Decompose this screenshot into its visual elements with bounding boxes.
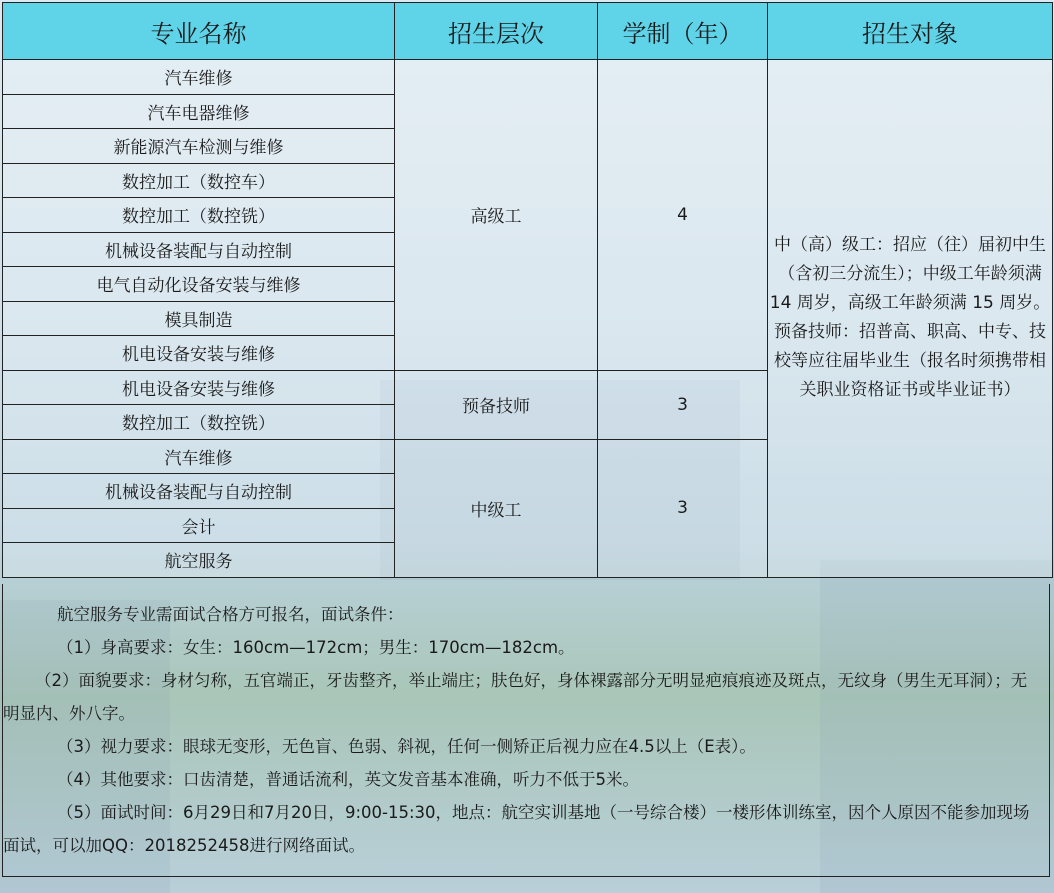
major-cell: 汽车维修 [3,439,395,474]
years-cell: 3 [598,370,768,439]
major-cell: 数控加工（数控车） [3,163,395,198]
header-target: 招生对象 [768,3,1053,60]
note-item-other: （4）其他要求：口齿清楚，普通话流利，英文发音基本准确，听力不低于5米。 [57,770,639,789]
note-item-schedule: （5）面试时间：6月29日和7月20日，9:00-15:30，地点：航空实训基地（一号综合楼）一楼形体训练室，因个人原因不能参加现场面试，可以加QQ：2018252458进行网络面试。 [3,803,1030,855]
note-item-vision: （3）视力要求：眼球无变形，无色盲、色弱、斜视，任何一侧矫正后视力应在4.5以上（E表）。 [57,737,756,756]
interview-notes [2,584,1050,877]
header-years: 学制（年） [598,3,768,60]
years-cell: 3 [598,439,768,577]
level-cell: 预备技师 [395,370,598,439]
level-cell: 高级工 [395,60,598,371]
level-cell: 中级工 [395,439,598,577]
major-cell: 机械设备装配与自动控制 [3,474,395,509]
years-cell: 4 [598,60,768,371]
notes-intro: 航空服务专业需面试合格方可报名，面试条件： [57,605,404,624]
major-cell: 电气自动化设备安装与维修 [3,267,395,302]
table-header-row [3,3,1053,60]
major-cell: 新能源汽车检测与维修 [3,129,395,164]
enrollment-table [2,2,1053,578]
table-row [3,60,1053,95]
note-item-height: （1）身高要求：女生：160cm—172cm；男生：170cm—182cm。 [57,638,575,657]
major-cell: 汽车维修 [3,60,395,95]
major-cell: 数控加工（数控铣） [3,198,395,233]
target-cell: 中（高）级工：招应（往）届初中生（含初三分流生）；中级工年龄须满 14 周岁，高级工年龄须满 15 周岁。预备技师：招普高、职高、中专、技校等应往届毕业生（报名时须携带相关职业资格证书或毕业证书） [768,60,1053,578]
header-major: 专业名称 [3,3,395,60]
header-level: 招生层次 [395,3,598,60]
major-cell: 数控加工（数控铣） [3,405,395,440]
note-item-appearance: （2）面貌要求：身材匀称，五官端正，牙齿整齐，举止端庄；肤色好，身体裸露部分无明显疤痕痕迹及斑点，无纹身（男生无耳洞）；无明显内、外八字。 [3,671,1028,723]
major-cell: 机械设备装配与自动控制 [3,232,395,267]
major-cell: 模具制造 [3,301,395,336]
major-cell: 机电设备安装与维修 [3,336,395,371]
major-cell: 航空服务 [3,543,395,578]
major-cell: 会计 [3,508,395,543]
major-cell: 机电设备安装与维修 [3,370,395,405]
major-cell: 汽车电器维修 [3,94,395,129]
